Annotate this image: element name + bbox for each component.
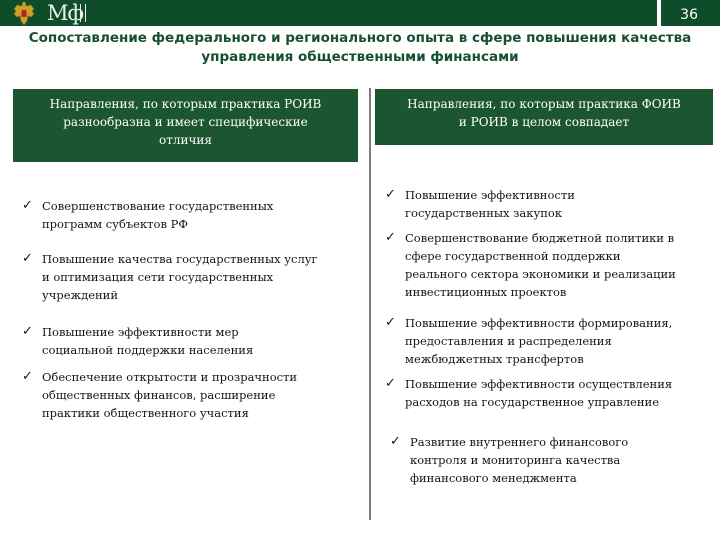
item-line: расходов на государственное управление	[405, 395, 659, 409]
item-line: Повышение эффективности осуществления	[405, 377, 673, 391]
checkmark-icon: ✓	[22, 251, 33, 266]
item-line: Повышение эффективности мер	[42, 325, 239, 339]
item-line: инвестиционных проектов	[405, 285, 567, 299]
item-line: государственных закупок	[405, 206, 563, 220]
item-line: реального сектора экономики и реализации	[405, 267, 676, 281]
column-divider	[369, 88, 371, 520]
left-column-heading	[13, 89, 358, 162]
coat-of-arms-icon	[10, 0, 38, 28]
item-line: социальной поддержки населения	[42, 343, 254, 357]
item-line: Развитие внутреннего финансового	[410, 435, 629, 449]
item-line: Повышение эффективности формирования,	[405, 316, 673, 330]
left-heading-line: Направления, по которым практика РОИВ	[49, 97, 322, 111]
left-heading-line: отличия	[159, 133, 212, 147]
checkmark-icon: ✓	[385, 376, 396, 391]
item-line: и оптимизация сети государственных	[42, 270, 274, 284]
item-line: предоставления и распределения	[405, 334, 612, 348]
checkmark-icon: ✓	[22, 369, 33, 384]
item-line: межбюджетных трансфертов	[405, 352, 584, 366]
checkmark-icon: ✓	[385, 187, 396, 202]
item-line: сфере государственной поддержки	[405, 249, 621, 263]
checkmark-icon: ✓	[390, 434, 401, 449]
item-line: Совершенствование бюджетной политики в	[405, 231, 675, 245]
page-title	[6, 29, 714, 67]
right-heading-line: Направления, по которым практика ФОИВ	[407, 97, 681, 111]
ministry-logo-text: Мф	[47, 1, 83, 25]
left-heading-line: разнообразна и имеет специфические	[63, 115, 308, 129]
item-line: Обеспечение открытости и прозрачности	[42, 370, 298, 384]
checkmark-icon: ✓	[22, 324, 33, 339]
page-title-line-1: Сопоставление федерального и регионального опыта в сфере повышения качества	[28, 30, 692, 46]
right-column-heading	[375, 89, 713, 145]
item-line: учреждений	[42, 288, 118, 302]
item-line: практики общественного участия	[42, 406, 249, 420]
logo-bars-icon	[80, 4, 86, 22]
item-line: контроля и мониторинга качества	[410, 453, 621, 467]
item-line: Повышение эффективности	[405, 188, 575, 202]
checkmark-icon: ✓	[385, 230, 396, 245]
page-number: 36	[661, 0, 720, 26]
checkmark-icon: ✓	[22, 198, 33, 213]
page-title-line-2: управления общественными финансами	[201, 49, 519, 65]
item-line: программ субъектов РФ	[42, 217, 188, 231]
item-line: общественных финансов, расширение	[42, 388, 276, 402]
item-line: Совершенствование государственных	[42, 199, 274, 213]
checkmark-icon: ✓	[385, 315, 396, 330]
top-bar	[0, 0, 720, 26]
right-heading-line: и РОИВ в целом совпадает	[458, 115, 630, 129]
item-line: финансового менеджмента	[410, 471, 577, 485]
item-line: Повышение качества государственных услуг	[42, 252, 318, 266]
